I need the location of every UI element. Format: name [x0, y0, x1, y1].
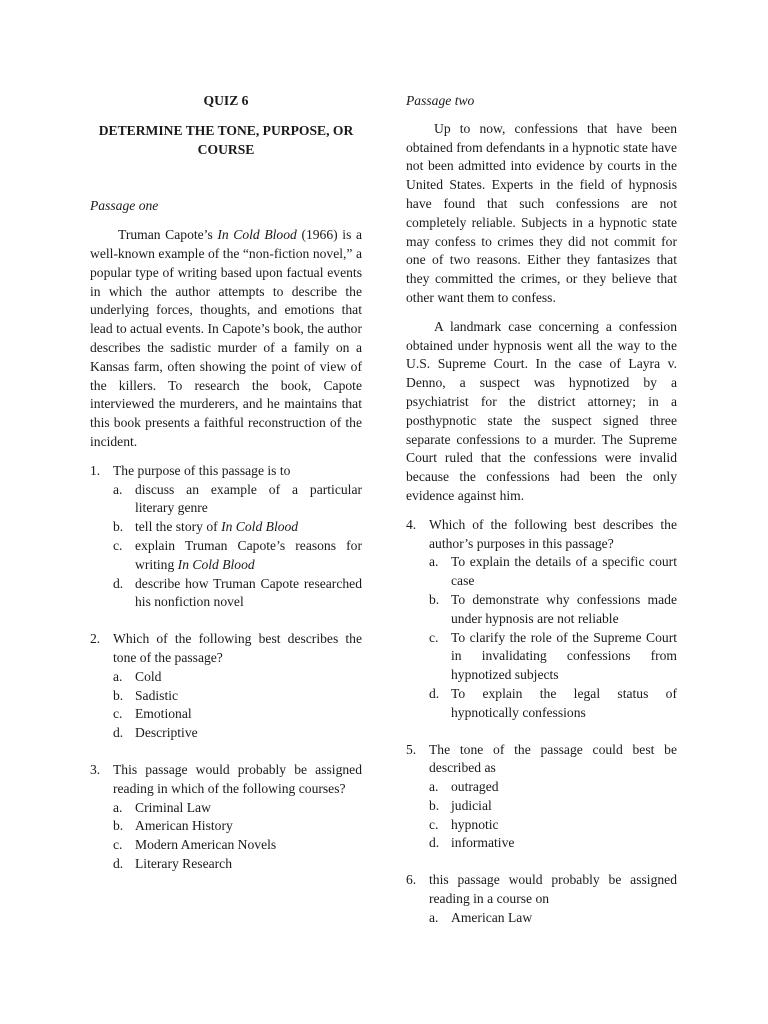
option-text: Descriptive [135, 725, 198, 741]
option-letter: d. [113, 725, 124, 741]
option-text: Modern American Novels [135, 837, 277, 853]
question-1 [90, 462, 362, 612]
answer-option [113, 855, 362, 874]
answer-options [113, 481, 362, 613]
question-number: 3. [90, 761, 101, 777]
option-letter: b. [113, 687, 124, 703]
question-item [406, 871, 677, 927]
question-item [90, 630, 362, 743]
answer-option [113, 537, 362, 575]
answer-option [113, 668, 362, 687]
question-text: The tone of the passage could best be described as [429, 741, 677, 776]
answer-option [429, 834, 677, 853]
question-number: 1. [90, 462, 101, 478]
book-title: In Cold Blood [221, 519, 299, 535]
answer-options [113, 668, 362, 743]
answer-options [429, 909, 677, 928]
question-4 [406, 516, 677, 723]
option-letter: a. [113, 799, 123, 815]
option-letter: b. [113, 519, 124, 535]
answer-option [429, 629, 677, 685]
answer-options [429, 778, 677, 853]
answer-option [429, 797, 677, 816]
answer-option [429, 909, 677, 928]
option-text: Sadistic [135, 687, 179, 703]
answer-option [429, 553, 677, 591]
option-letter: c. [113, 706, 123, 722]
question-text: This passage would probably be assigned reading in which of the following courses? [113, 761, 362, 796]
question-item [406, 516, 677, 723]
book-title: In Cold Blood [177, 556, 255, 572]
answer-option [113, 575, 362, 613]
passage-two-label: Passage two [406, 93, 475, 108]
option-text: hypnotic [451, 816, 499, 832]
quiz-heading: DETERMINE THE TONE, PURPOSE, OR COURSE [98, 122, 354, 157]
question-number: 6. [406, 872, 417, 888]
option-text: Cold [135, 668, 162, 684]
option-letter: a. [113, 481, 123, 497]
option-text: outraged [451, 779, 499, 795]
option-text: describe how Truman Capote researched his nonfiction novel [135, 575, 362, 610]
right-column [406, 92, 677, 928]
option-text: American Law [451, 909, 533, 925]
option-letter: b. [429, 591, 440, 607]
question-text: Which of the following best describes the tone of the passage? [113, 631, 362, 665]
option-letter: a. [429, 779, 439, 795]
question-text: The purpose of this passage is to [113, 462, 291, 478]
question-text: this passage would probably be assigned reading in a course on [429, 872, 677, 907]
option-text: American History [135, 818, 233, 834]
passage-two-paragraph: A landmark case concerning a confession obtained under hypnosis went all the way to the U.S. Supreme Court. In the case of Layra v. Denno, a suspect was hypnotized by a psychiatrist for the district attorney; in a posthypnotic state the suspect signed three separate confessions to a murder. The Supreme Court ruled that the confessions were invalid because the confessions had been the only evidence against him. [406, 318, 677, 503]
option-letter: c. [429, 629, 439, 645]
option-text: judicial [451, 797, 492, 813]
option-text: Literary Research [135, 855, 232, 871]
option-text: tell the story of [135, 519, 222, 535]
answer-option [429, 591, 677, 629]
answer-options [113, 799, 362, 874]
option-text: To explain the details of a specific court case [451, 554, 677, 589]
book-title: In Cold Blood [217, 227, 297, 243]
answer-option [429, 685, 677, 723]
answer-option [429, 816, 677, 835]
answer-option [113, 836, 362, 855]
question-item [90, 462, 362, 612]
option-letter: c. [113, 837, 123, 853]
question-2 [90, 630, 362, 743]
option-text: discuss an example of a particular literary genre [135, 481, 362, 516]
answer-option [113, 724, 362, 743]
question-3 [90, 761, 362, 874]
option-letter: d. [113, 575, 124, 591]
option-text: To explain the legal status of hypnotically confessions [451, 685, 677, 720]
left-column [90, 92, 362, 874]
question-number: 4. [406, 516, 417, 532]
answer-option [113, 687, 362, 706]
option-letter: c. [429, 816, 439, 832]
option-text: Criminal Law [135, 799, 211, 815]
question-item [406, 741, 677, 854]
passage-two-paragraph: Up to now, confessions that have been obtained from defendants in a hypnotic state have not been admitted into evidence by courts in the United States. Experts in the field of hypnosis have found that such confessions are not completely reliable. Subjects in a hypnotic state may confess to crimes they did not commit for one of two reasons. Either they fantasizes that they committed the crimes, or they believe that other want them to confess. [406, 120, 677, 305]
option-letter: a. [113, 668, 123, 684]
option-letter: a. [429, 909, 439, 925]
question-5 [406, 741, 677, 854]
option-letter: b. [429, 797, 440, 813]
option-letter: b. [113, 818, 124, 834]
passage-one-label: Passage one [90, 198, 159, 214]
question-item [90, 761, 362, 874]
answer-option [113, 799, 362, 818]
answer-option [113, 817, 362, 836]
option-text: explain Truman Capote’s reasons for writing [135, 537, 362, 572]
option-text: Emotional [135, 706, 192, 722]
answer-option [113, 705, 362, 724]
option-text: To clarify the role of the Supreme Court in invalidating confessions from hypnotized subjects [451, 629, 677, 683]
quiz-title: QUIZ 6 [203, 93, 249, 108]
option-text: informative [451, 835, 515, 851]
question-number: 5. [406, 741, 417, 757]
option-text: To demonstrate why confessions made under hypnosis are not reliable [451, 591, 677, 626]
passage-one-text: Truman Capote’s In Cold Blood (1966) is a well-known example of the “non-fiction novel,” a popular type of writing based upon factual events in which the author attempts to describe the underlying forces, thoughts, and emotions that lead to actual events. In Capote’s book, the author describes the sadistic murder of a family on a Kansas farm, often showing the point of view of the killers. To research the book, Capote interviewed the murderers, and he maintains that this book presents a faithful reconstruction of the incident. [90, 227, 363, 449]
option-letter: d. [429, 685, 440, 701]
option-letter: a. [429, 554, 439, 570]
question-6 [406, 871, 677, 927]
option-letter: d. [113, 855, 124, 871]
answer-option [113, 481, 362, 519]
answer-options [429, 553, 677, 722]
answer-option [429, 778, 677, 797]
answer-option [113, 518, 362, 537]
question-number: 2. [90, 631, 101, 647]
option-letter: d. [429, 835, 440, 851]
option-letter: c. [113, 537, 123, 553]
question-text: Which of the following best describes the author’s purposes in this passage? [429, 516, 677, 551]
